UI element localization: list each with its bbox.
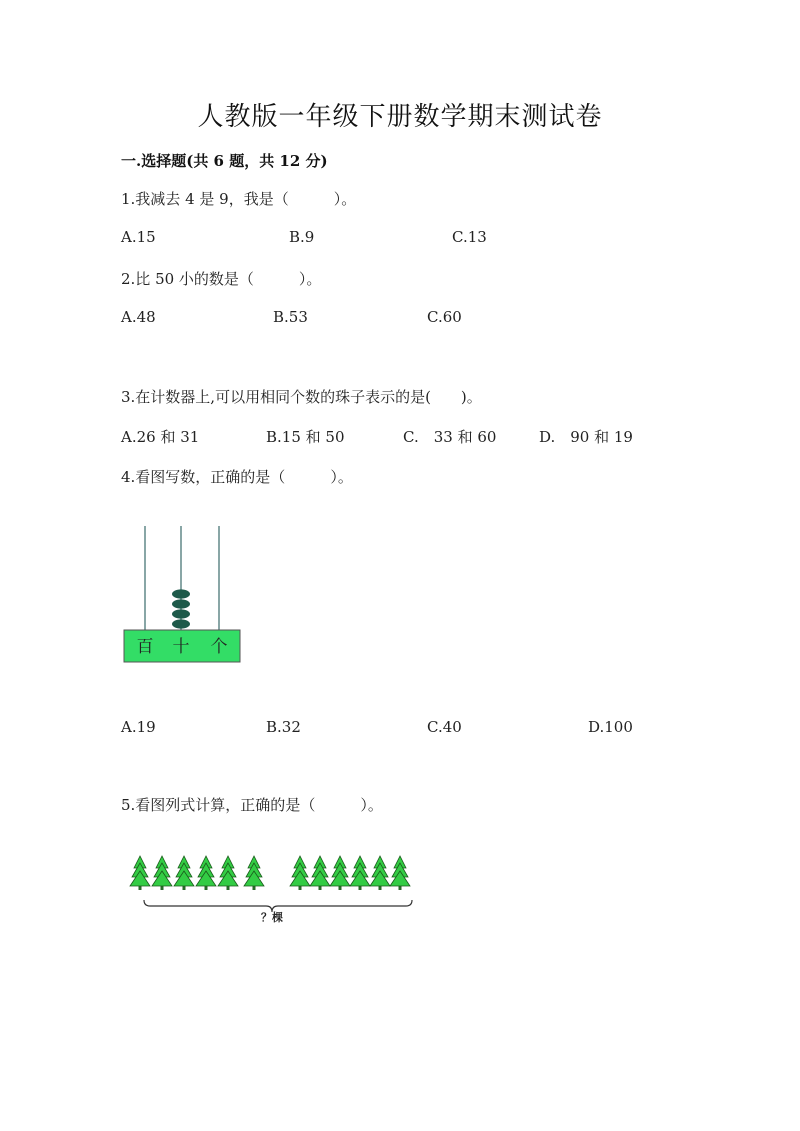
- tree-icon: [196, 856, 216, 890]
- tree-icon: [218, 856, 238, 890]
- question-2-option-a: A.48: [121, 308, 156, 326]
- question-2-text: 2.比 50 小的数是（ ）。: [121, 270, 322, 288]
- question-2-option-c: C.60: [427, 308, 462, 326]
- question-1-option-b: B.9: [289, 228, 315, 246]
- question-1-option-c: C.13: [452, 228, 487, 246]
- section-heading: 一.选择题(共 6 题，共 12 分): [121, 152, 328, 170]
- tree-icon: [390, 856, 410, 890]
- abacus-bead: [172, 609, 190, 618]
- tree-icon: [370, 856, 390, 890]
- abacus-bead: [172, 589, 190, 598]
- question-3-option-d: D. 90 和 19: [539, 428, 633, 446]
- tree-figure: [128, 852, 428, 927]
- abacus-bead: [172, 619, 190, 628]
- tree-icon: [350, 856, 370, 890]
- question-5-text: 5.看图列式计算，正确的是（ ）。: [121, 796, 383, 814]
- question-1-option-a: A.15: [121, 228, 156, 246]
- question-3-option-a: A.26 和 31: [121, 428, 200, 446]
- tree-icon: [310, 856, 330, 890]
- abacus-label-tens: 十: [172, 637, 190, 657]
- brace-label: ？棵: [261, 911, 283, 924]
- tree-icon: [130, 856, 150, 890]
- tree-row: [130, 856, 410, 890]
- abacus-figure: [118, 520, 248, 670]
- question-4-option-a: A.19: [121, 718, 156, 736]
- question-3-option-b: B.15 和 50: [266, 428, 345, 446]
- question-3-option-c: C. 33 和 60: [403, 428, 497, 446]
- question-2-option-b: B.53: [273, 308, 308, 326]
- abacus-label-hundreds: 百: [136, 637, 154, 657]
- question-3-text: 3.在计数器上,可以用相同个数的珠子表示的是( )。: [121, 388, 482, 406]
- tree-icon: [174, 856, 194, 890]
- tree-icon: [330, 856, 350, 890]
- question-4-text: 4.看图写数，正确的是（ ）。: [121, 468, 353, 486]
- page-title: 人教版一年级下册数学期末测试卷: [197, 102, 603, 132]
- tree-icon: [290, 856, 310, 890]
- tree-icon: [152, 856, 172, 890]
- abacus-label-ones: 个: [210, 637, 228, 657]
- question-4-option-d: D.100: [588, 718, 633, 736]
- question-4-option-b: B.32: [266, 718, 301, 736]
- tree-icon: [244, 856, 264, 890]
- abacus-bead: [172, 599, 190, 608]
- question-1-text: 1.我减去 4 是 9，我是（ ）。: [121, 190, 357, 208]
- question-4-option-c: C.40: [427, 718, 462, 736]
